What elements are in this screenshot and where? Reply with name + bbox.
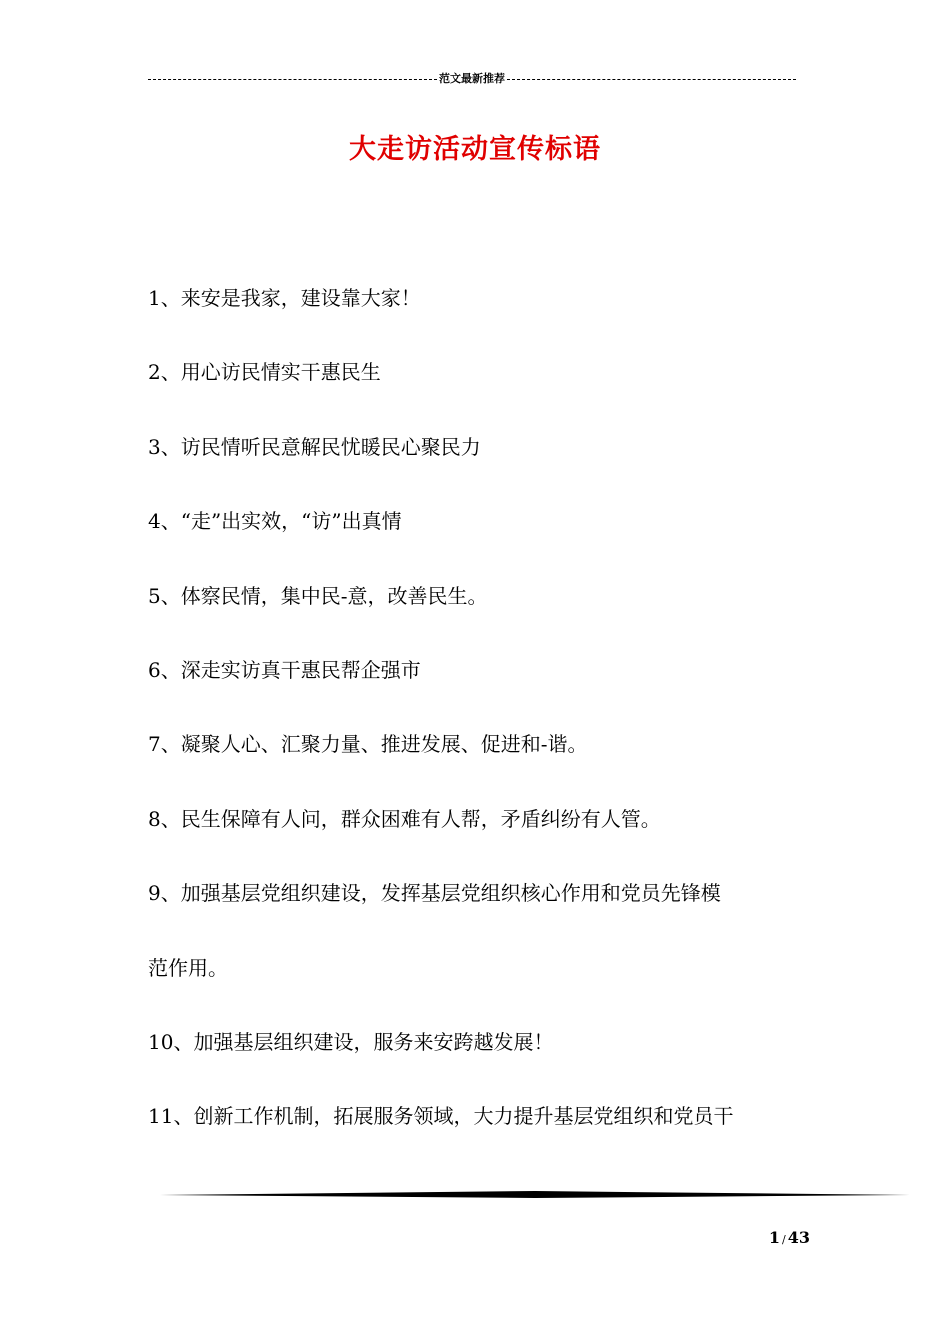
slogan-line-continued: 范作用。 [148, 955, 228, 980]
page-number [720, 1226, 810, 1252]
slogan-line: 1、来安是我家，建设靠大家！ [148, 286, 421, 310]
page-header [148, 71, 796, 87]
page-current: 1 [768, 1228, 781, 1247]
slogan-line: 4、“走”出实效，“访”出真情 [148, 509, 402, 534]
document-body [148, 278, 808, 1171]
slogan-line: 3、访民情听民意解民忧暖民心聚民力 [148, 434, 481, 459]
slogan-line: 11、创新工作机制，拓展服务领域，大力提升基层党组织和党员干 [148, 1104, 734, 1129]
slogan-line: 7、凝聚人心、汇聚力量、推进发展、促进和-谐。 [148, 732, 588, 757]
header-dash-left [148, 79, 437, 80]
footer-divider [160, 1188, 910, 1202]
slogan-line: 6、深走实访真干惠民帮企强市 [148, 657, 421, 682]
page-total: 43 [787, 1228, 810, 1247]
slogan-line: 9、加强基层党组织建设，发挥基层党组织核心作用和党员先锋模 [148, 881, 721, 906]
slogan-line: 10、加强基层组织建设，服务来安跨越发展！ [148, 1029, 554, 1054]
slogan-line: 5、体察民情，集中民-意，改善民生。 [148, 583, 488, 608]
header-label: 范文最新推荐 [439, 72, 505, 85]
document-title: 大走访活动宣传标语 [349, 134, 601, 165]
header-dash-right [507, 79, 796, 80]
slogan-line: 2、用心访民情实干惠民生 [148, 360, 381, 385]
page-separator: / [782, 1233, 786, 1246]
slogan-line: 8、民生保障有人问，群众困难有人帮，矛盾纠纷有人管。 [148, 806, 661, 831]
